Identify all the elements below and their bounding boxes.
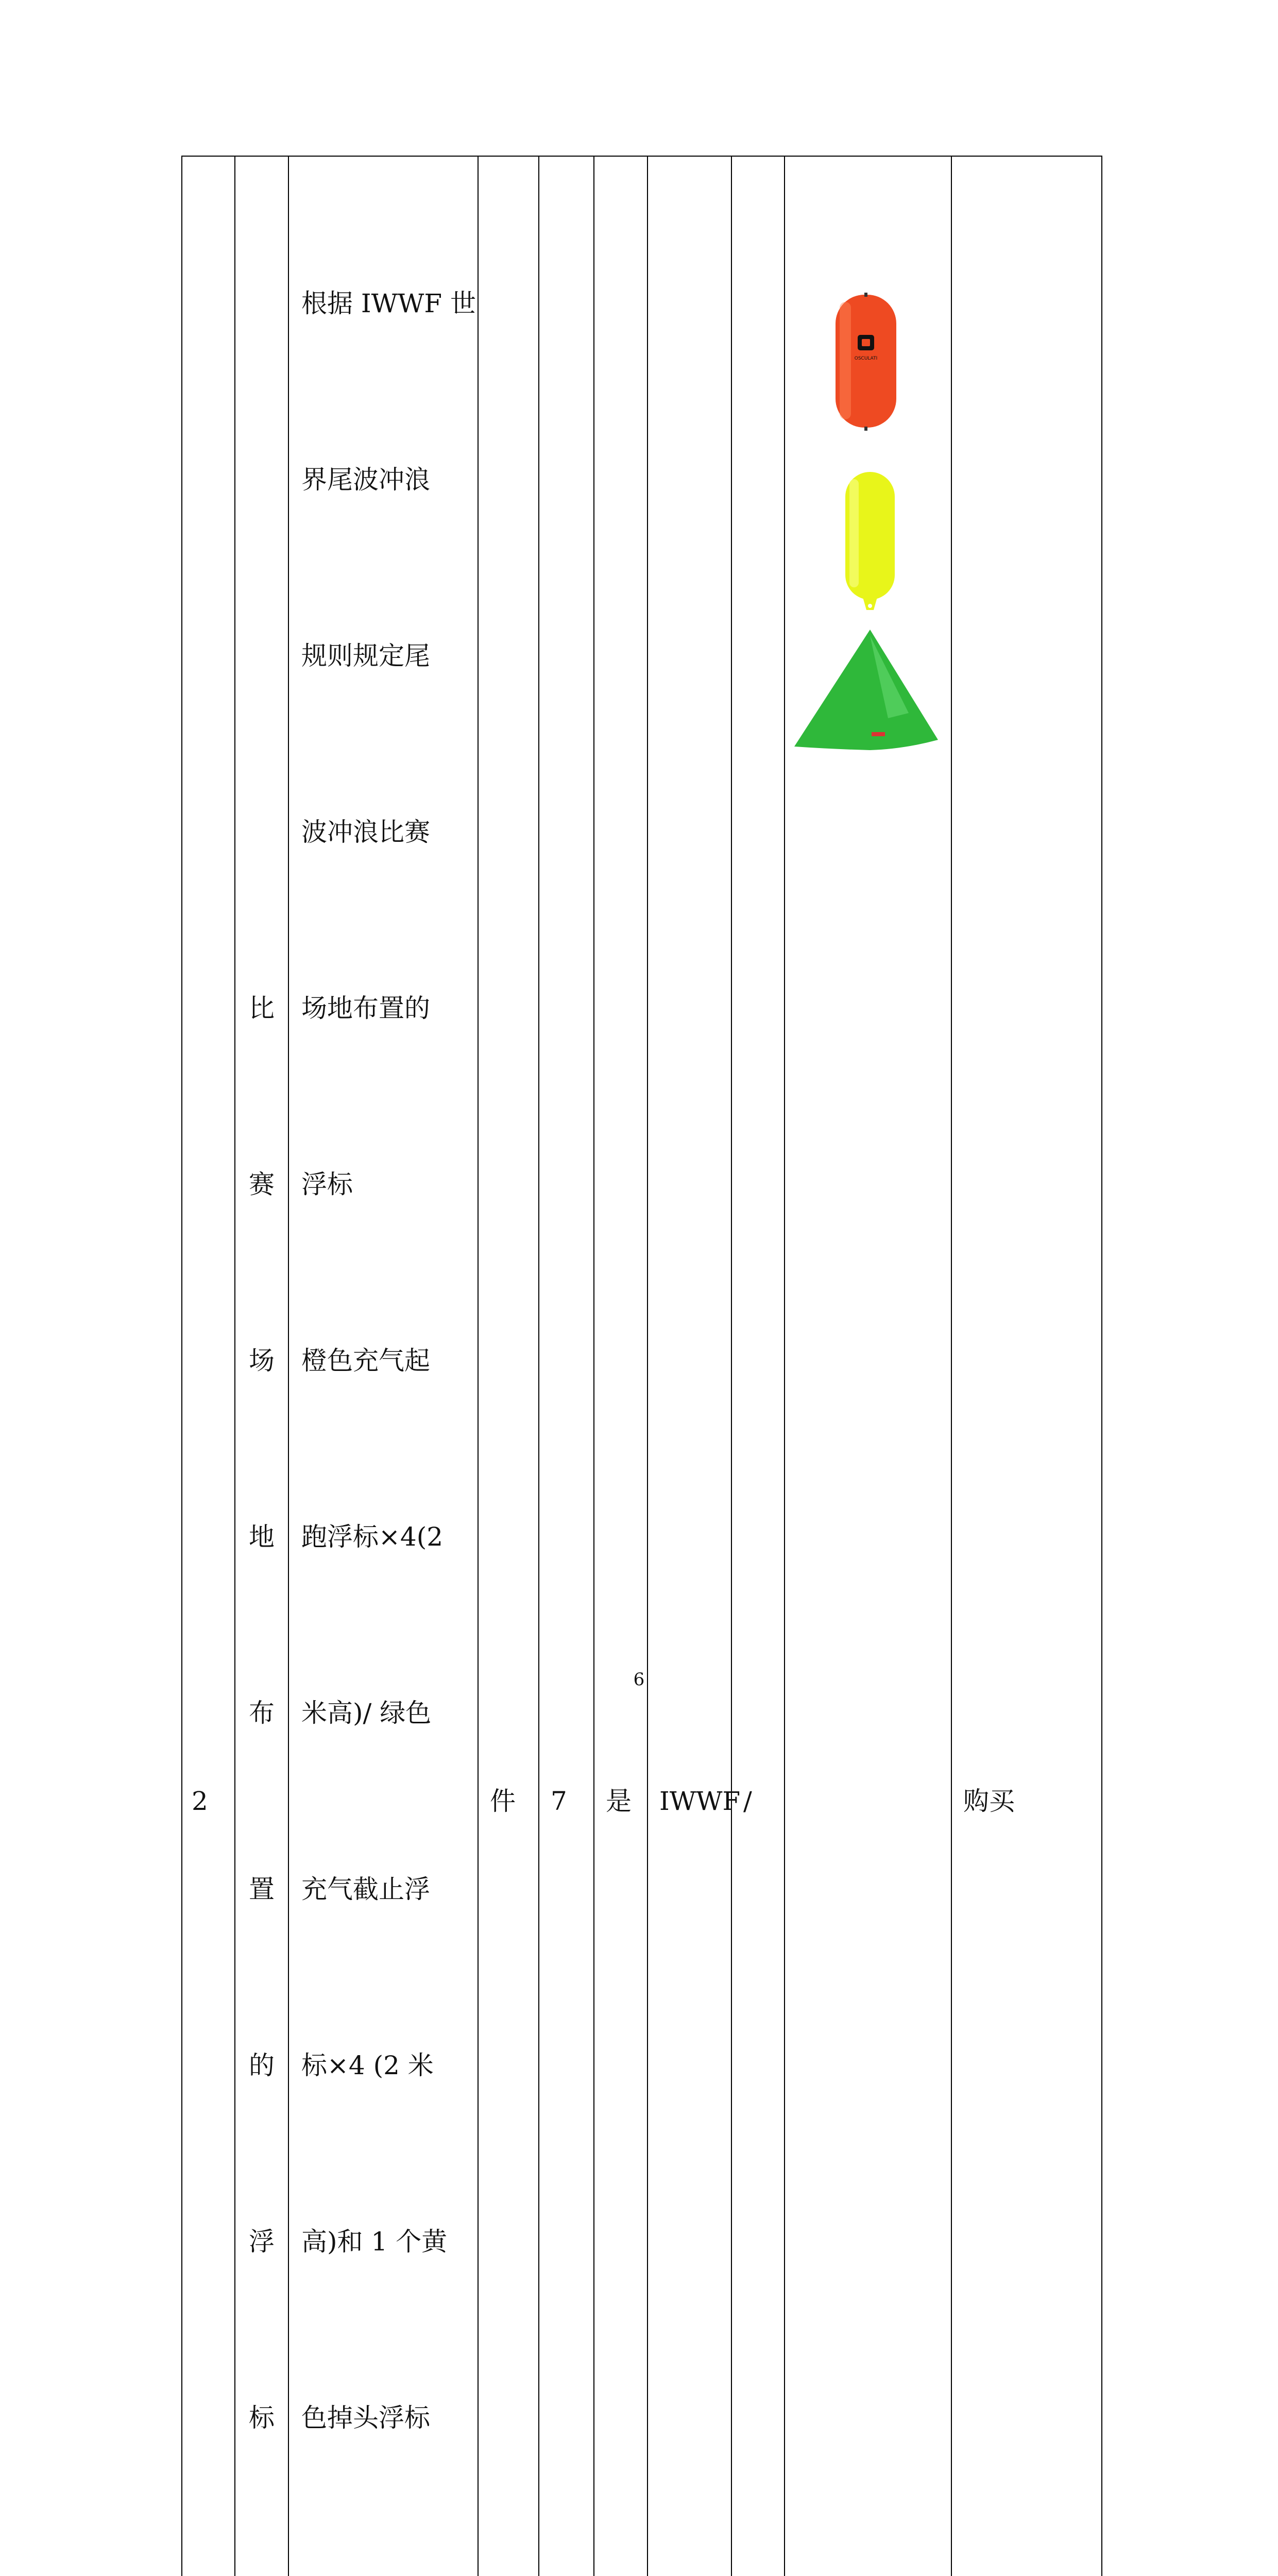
description-line: 根据 IWWF 世 bbox=[301, 289, 476, 318]
item-name-char bbox=[235, 2565, 288, 2576]
item-name-char: 赛 bbox=[249, 1170, 275, 1199]
item-name-char: 置 bbox=[249, 1874, 275, 1904]
item-name-char: 比 bbox=[249, 993, 275, 1023]
action-text: 购买 bbox=[963, 1786, 1015, 1816]
buoy-brand-text: OSCULATI bbox=[854, 356, 878, 361]
quantity-cell bbox=[539, 156, 594, 2576]
action-cell bbox=[951, 156, 1102, 2576]
description-line: 跑浮标×4(2 bbox=[301, 1522, 444, 1552]
item-name-char: 地 bbox=[249, 1522, 275, 1552]
description-line: 色掉头浮标 bbox=[301, 2403, 430, 2433]
description-line: 高)和 1 个黄 bbox=[301, 2227, 448, 2257]
item-description bbox=[289, 157, 478, 2576]
description-line bbox=[301, 2565, 478, 2576]
required-cell bbox=[594, 156, 647, 2576]
description-line: 规则规定尾 bbox=[301, 641, 430, 671]
row-number: 2 bbox=[192, 1786, 208, 1816]
row-number-cell bbox=[182, 156, 235, 2576]
description-line: 米高)/ 绿色 bbox=[301, 1698, 432, 1728]
green-triangle-buoy-image bbox=[794, 630, 938, 750]
table-row bbox=[182, 156, 1102, 2576]
orange-buoy-image bbox=[836, 293, 896, 431]
description-line: 界尾波冲浪 bbox=[301, 465, 430, 495]
remark-slash: / bbox=[743, 1786, 752, 1816]
description-line: 充气截止浮 bbox=[301, 1874, 430, 1904]
product-image-cell bbox=[785, 156, 951, 2576]
remark-cell bbox=[731, 156, 785, 2576]
unit: 件 bbox=[490, 1786, 516, 1816]
description-line: 橙色充气起 bbox=[301, 1346, 430, 1376]
standard-cell bbox=[647, 156, 741, 2576]
page-number: 6 bbox=[633, 1669, 645, 1690]
quantity: 7 bbox=[551, 1786, 567, 1816]
item-name-cell bbox=[235, 156, 288, 2576]
yellow-buoy-image bbox=[845, 472, 895, 610]
description-line: 波冲浪比赛 bbox=[301, 817, 430, 847]
item-name-char: 浮 bbox=[249, 2227, 275, 2257]
item-name-char: 布 bbox=[249, 1698, 275, 1728]
item-name-char: 标 bbox=[249, 2403, 275, 2433]
description-line: 浮标 bbox=[301, 1170, 353, 1199]
item-name-char: 的 bbox=[249, 2050, 275, 2080]
equipment-table bbox=[181, 156, 1102, 2576]
description-line: 场地布置的 bbox=[301, 993, 430, 1023]
required-flag: 是 bbox=[606, 1786, 632, 1816]
item-name bbox=[235, 861, 288, 2576]
standard: IWWF bbox=[659, 1786, 741, 1816]
description-line: 标×4 (2 米 bbox=[301, 2050, 434, 2080]
product-images bbox=[785, 157, 950, 1213]
item-name-char: 场 bbox=[249, 1346, 275, 1376]
unit-cell bbox=[478, 156, 539, 2576]
item-description-cell bbox=[288, 156, 478, 2576]
